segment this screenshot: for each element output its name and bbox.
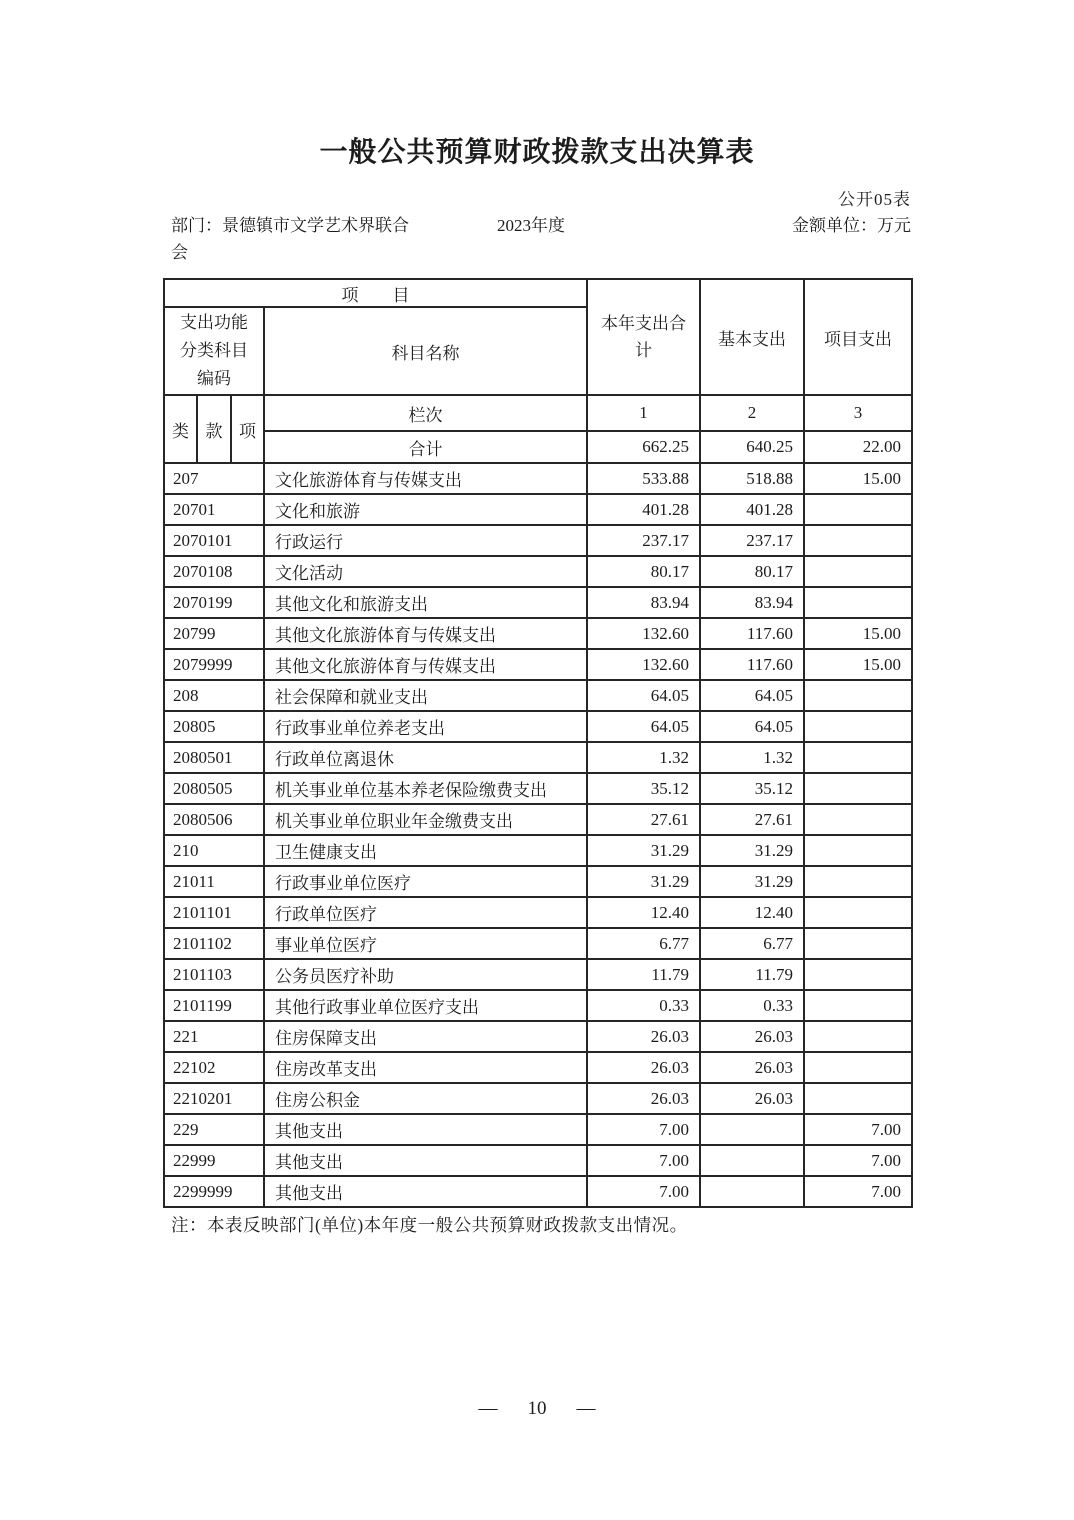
amount-project-cell: 15.00: [804, 463, 912, 494]
amount-total-cell: 31.29: [587, 866, 700, 897]
amount-total-cell: 7.00: [587, 1114, 700, 1145]
amount-project-cell: 7.00: [804, 1114, 912, 1145]
amount-project-cell: 7.00: [804, 1176, 912, 1207]
header-function-code: 支出功能分类科目编码: [164, 307, 264, 395]
table-row: [164, 866, 912, 897]
footer-dash-left: —: [478, 1398, 498, 1419]
amount-project-cell: [804, 928, 912, 959]
amount-basic-cell: 11.79: [700, 959, 804, 990]
code-cell: 2080505: [164, 773, 264, 804]
amount-basic-cell: 80.17: [700, 556, 804, 587]
code-cell: 2101199: [164, 990, 264, 1021]
amount-basic-cell: 26.03: [700, 1052, 804, 1083]
header-item: 项: [231, 395, 264, 463]
amount-total-cell: 31.29: [587, 835, 700, 866]
amount-project-cell: [804, 1083, 912, 1114]
amount-basic-cell: 26.03: [700, 1021, 804, 1052]
amount-basic-cell: [700, 1114, 804, 1145]
name-cell: 其他行政事业单位医疗支出: [264, 990, 587, 1021]
name-cell: 机关事业单位职业年金缴费支出: [264, 804, 587, 835]
amount-total-cell: 64.05: [587, 711, 700, 742]
name-cell: 其他文化和旅游支出: [264, 587, 587, 618]
header-col-number-3: 3: [804, 395, 912, 431]
amount-total-cell: 35.12: [587, 773, 700, 804]
page-title: 一般公共预算财政拨款支出决算表: [319, 136, 755, 167]
table-row: [164, 618, 912, 649]
amount-total-cell: 26.03: [587, 1021, 700, 1052]
amount-total-cell: 132.60: [587, 618, 700, 649]
code-cell: 21011: [164, 866, 264, 897]
table-row: [164, 525, 912, 556]
department-label: 部门：景德镇市文学艺术界联合会: [171, 216, 409, 262]
table-row: [164, 1145, 912, 1176]
amount-total-cell: 237.17: [587, 525, 700, 556]
amount-project-cell: [804, 556, 912, 587]
header-project: 项 目: [164, 279, 587, 307]
amount-total-cell: 12.40: [587, 897, 700, 928]
table-header: [164, 279, 912, 463]
total-basic-cell: 640.25: [700, 431, 804, 463]
amount-project-cell: [804, 587, 912, 618]
amount-basic-cell: 401.28: [700, 494, 804, 525]
amount-total-cell: 11.79: [587, 959, 700, 990]
header-row-project: [164, 279, 912, 307]
amount-project-cell: [804, 494, 912, 525]
amount-project-cell: [804, 1021, 912, 1052]
amount-project-cell: [804, 897, 912, 928]
code-cell: 2070108: [164, 556, 264, 587]
name-cell: 其他支出: [264, 1114, 587, 1145]
page-footer: [0, 1398, 1074, 1420]
amount-project-cell: [804, 680, 912, 711]
table-row: [164, 1083, 912, 1114]
amount-project-cell: 7.00: [804, 1145, 912, 1176]
code-cell: 2210201: [164, 1083, 264, 1114]
code-cell: 208: [164, 680, 264, 711]
code-cell: 210: [164, 835, 264, 866]
amount-basic-cell: 117.60: [700, 649, 804, 680]
name-cell: 行政事业单位养老支出: [264, 711, 587, 742]
amount-basic-cell: 64.05: [700, 711, 804, 742]
table-row: [164, 494, 912, 525]
table-row: [164, 1052, 912, 1083]
table-row: [164, 1021, 912, 1052]
table-row: [164, 773, 912, 804]
amount-project-cell: [804, 835, 912, 866]
code-cell: 20805: [164, 711, 264, 742]
header-class: 类: [164, 395, 197, 463]
amount-project-cell: [804, 866, 912, 897]
total-amount-cell: 662.25: [587, 431, 700, 463]
amount-basic-cell: 83.94: [700, 587, 804, 618]
header-total-this-year: 本年支出合计: [587, 279, 700, 395]
amount-basic-cell: 64.05: [700, 680, 804, 711]
amount-basic-cell: 6.77: [700, 928, 804, 959]
table-row: [164, 1114, 912, 1145]
code-cell: 20701: [164, 494, 264, 525]
amount-basic-cell: 518.88: [700, 463, 804, 494]
amount-basic-cell: 27.61: [700, 804, 804, 835]
amount-basic-cell: [700, 1145, 804, 1176]
total-row-label: 合计: [264, 431, 587, 463]
header-subject-name: 科目名称: [264, 307, 587, 395]
amount-basic-cell: 31.29: [700, 866, 804, 897]
amount-total-cell: 7.00: [587, 1176, 700, 1207]
code-cell: 207: [164, 463, 264, 494]
meta-row: [171, 212, 911, 266]
amount-total-cell: 533.88: [587, 463, 700, 494]
code-cell: 221: [164, 1021, 264, 1052]
table-row: [164, 959, 912, 990]
amount-project-cell: [804, 990, 912, 1021]
code-cell: 2101103: [164, 959, 264, 990]
name-cell: 住房保障支出: [264, 1021, 587, 1052]
amount-project-cell: [804, 711, 912, 742]
amount-total-cell: 0.33: [587, 990, 700, 1021]
code-cell: 20799: [164, 618, 264, 649]
budget-table: [163, 278, 913, 1208]
amount-total-cell: 26.03: [587, 1083, 700, 1114]
name-cell: 社会保障和就业支出: [264, 680, 587, 711]
code-cell: 229: [164, 1114, 264, 1145]
name-cell: 行政单位离退休: [264, 742, 587, 773]
table-row: [164, 897, 912, 928]
amount-project-cell: [804, 525, 912, 556]
table-row: [164, 587, 912, 618]
amount-basic-cell: 0.33: [700, 990, 804, 1021]
amount-total-cell: 27.61: [587, 804, 700, 835]
name-cell: 文化和旅游: [264, 494, 587, 525]
header-row-column-index: [164, 395, 912, 431]
name-cell: 其他支出: [264, 1176, 587, 1207]
name-cell: 卫生健康支出: [264, 835, 587, 866]
name-cell: 文化旅游体育与传媒支出: [264, 463, 587, 494]
amount-total-cell: 6.77: [587, 928, 700, 959]
amount-basic-cell: 117.60: [700, 618, 804, 649]
total-project-cell: 22.00: [804, 431, 912, 463]
amount-total-cell: 401.28: [587, 494, 700, 525]
header-column-index-label: 栏次: [264, 395, 587, 431]
total-row: [164, 431, 912, 463]
table-row: [164, 835, 912, 866]
code-cell: 2101101: [164, 897, 264, 928]
table-row: [164, 1176, 912, 1207]
table-row: [164, 928, 912, 959]
table-row: [164, 742, 912, 773]
amount-total-cell: 80.17: [587, 556, 700, 587]
name-cell: 机关事业单位基本养老保险缴费支出: [264, 773, 587, 804]
amount-basic-cell: 31.29: [700, 835, 804, 866]
amount-basic-cell: 237.17: [700, 525, 804, 556]
amount-project-cell: 15.00: [804, 618, 912, 649]
header-basic-expenditure: 基本支出: [700, 279, 804, 395]
amount-total-cell: 7.00: [587, 1145, 700, 1176]
header-col-number-1: 1: [587, 395, 700, 431]
code-cell: 22102: [164, 1052, 264, 1083]
code-cell: 2070101: [164, 525, 264, 556]
table-row: [164, 804, 912, 835]
amount-basic-cell: [700, 1176, 804, 1207]
table-row: [164, 556, 912, 587]
amount-project-cell: [804, 959, 912, 990]
amount-basic-cell: 26.03: [700, 1083, 804, 1114]
code-cell: 2080501: [164, 742, 264, 773]
name-cell: 行政单位医疗: [264, 897, 587, 928]
code-cell: 2070199: [164, 587, 264, 618]
name-cell: 住房公积金: [264, 1083, 587, 1114]
amount-project-cell: 15.00: [804, 649, 912, 680]
code-cell: 2079999: [164, 649, 264, 680]
footer-dash-right: —: [576, 1398, 596, 1419]
header-section: 款: [197, 395, 231, 463]
name-cell: 其他支出: [264, 1145, 587, 1176]
table-row: [164, 990, 912, 1021]
table-row: [164, 649, 912, 680]
code-cell: 2101102: [164, 928, 264, 959]
amount-total-cell: 26.03: [587, 1052, 700, 1083]
name-cell: 公务员医疗补助: [264, 959, 587, 990]
amount-basic-cell: 1.32: [700, 742, 804, 773]
table-row: [164, 711, 912, 742]
fiscal-year-label: 2023年度: [497, 216, 565, 235]
name-cell: 事业单位医疗: [264, 928, 587, 959]
table-row: [164, 680, 912, 711]
amount-total-cell: 132.60: [587, 649, 700, 680]
amount-total-cell: 1.32: [587, 742, 700, 773]
header-col-number-2: 2: [700, 395, 804, 431]
name-cell: 其他文化旅游体育与传媒支出: [264, 618, 587, 649]
name-cell: 其他文化旅游体育与传媒支出: [264, 649, 587, 680]
amount-project-cell: [804, 742, 912, 773]
amount-basic-cell: 12.40: [700, 897, 804, 928]
name-cell: 文化活动: [264, 556, 587, 587]
name-cell: 行政事业单位医疗: [264, 866, 587, 897]
amount-basic-cell: 35.12: [700, 773, 804, 804]
amount-unit-label: 金额单位：万元: [792, 216, 911, 235]
amount-project-cell: [804, 773, 912, 804]
table-code-label: 公开05表: [838, 190, 911, 209]
table-row: [164, 463, 912, 494]
header-project-expenditure: 项目支出: [804, 279, 912, 395]
amount-project-cell: [804, 1052, 912, 1083]
amount-total-cell: 83.94: [587, 587, 700, 618]
code-cell: 2299999: [164, 1176, 264, 1207]
table-body: [164, 463, 912, 1207]
amount-project-cell: [804, 804, 912, 835]
name-cell: 行政运行: [264, 525, 587, 556]
amount-total-cell: 64.05: [587, 680, 700, 711]
footnote: 注：本表反映部门(单位)本年度一般公共预算财政拨款支出情况。: [171, 1215, 688, 1235]
name-cell: 住房改革支出: [264, 1052, 587, 1083]
code-cell: 2080506: [164, 804, 264, 835]
page-number: 10: [527, 1398, 547, 1419]
code-cell: 22999: [164, 1145, 264, 1176]
